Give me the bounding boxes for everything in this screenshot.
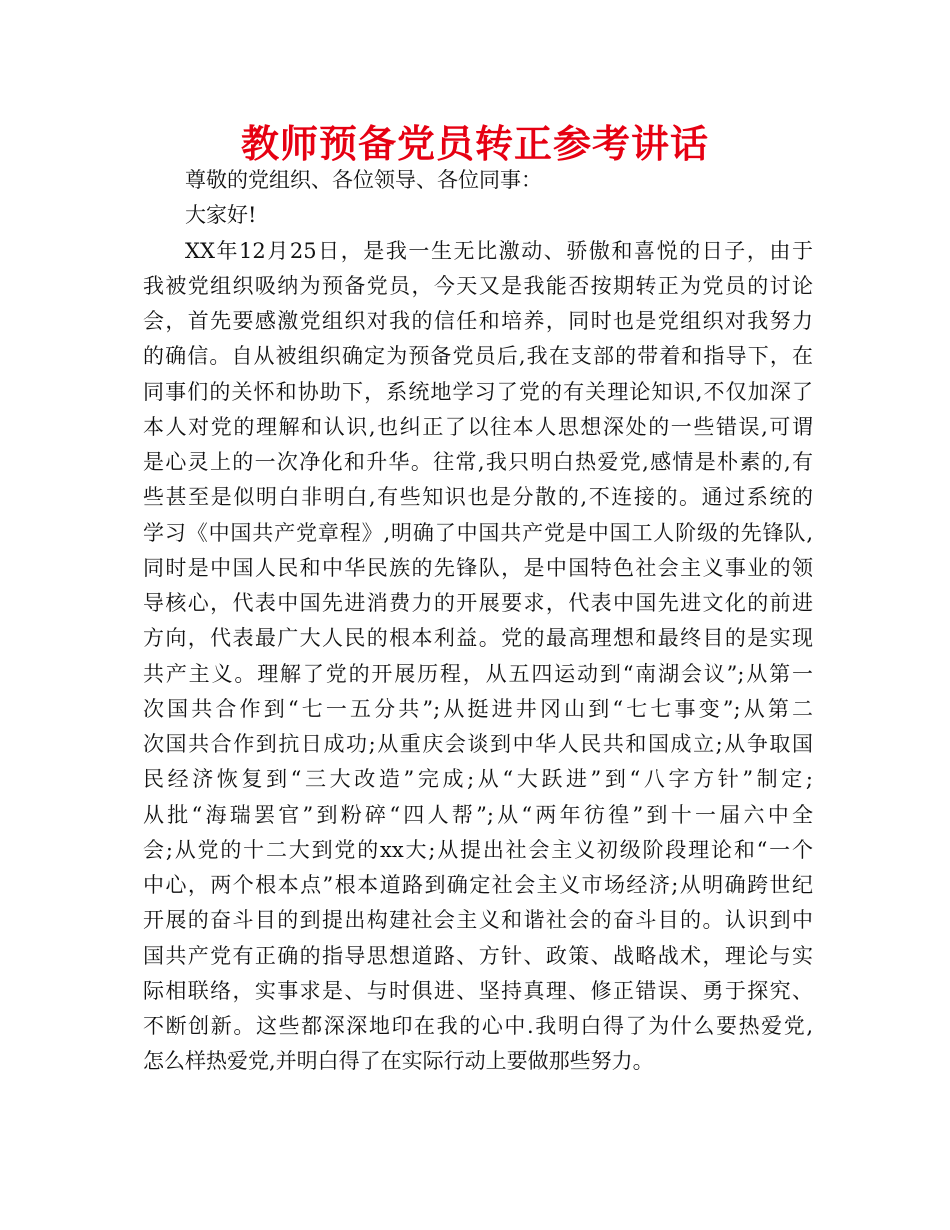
greeting-line: 大家好!: [185, 203, 257, 228]
paragraph-line: 本人对党的理解和认识,也纠正了以往本人思想深处的一些错误,可谓: [143, 414, 813, 439]
paragraph-line: 次国共合作到“七一五分共”;从挺进井冈山到“七七事变”;从第二: [143, 696, 813, 721]
paragraph-line: 国共产党有正确的指导思想道路、方针、政策、战略战术，理论与实: [143, 943, 813, 968]
document-body: [143, 163, 813, 1080]
paragraph-line: 学习《中国共产党章程》,明确了中国共产党是中国工人阶级的先锋队,: [143, 520, 813, 545]
paragraph-line: 不断创新。这些都深深地印在我的心中.我明白得了为什么要热爱党,: [143, 1014, 813, 1038]
paragraph-line: 些甚至是似明白非明白,有些知识也是分散的,不连接的。通过系统的: [143, 485, 813, 510]
paragraph-line: 会;从党的十二大到党的xx大;从提出社会主义初级阶段理论和“一个: [143, 837, 813, 862]
paragraph-line: 是心灵上的一次净化和升华。往常,我只明白热爱党,感情是朴素的,有: [143, 450, 813, 474]
paragraph-line: 导核心，代表中国先进消费力的开展要求，代表中国先进文化的前进: [143, 591, 813, 615]
paragraph-line: 中心，两个根本点”根本道路到确定社会主义市场经济;从明确跨世纪: [143, 873, 813, 897]
paragraph-line: 同事们的关怀和协助下，系统地学习了党的有关理论知识,不仅加深了: [143, 379, 813, 404]
paragraph-line: 会，首先要感激党组织对我的信任和培养，同时也是党组织对我努力: [143, 309, 813, 333]
paragraph-line: 同时是中国人民和中华民族的先锋队，是中国特色社会主义事业的领: [143, 555, 813, 580]
paragraph-line: 从批“海瑞罢官”到粉碎“四人帮”;从“两年彷徨”到十一届六中全: [143, 802, 813, 827]
paragraph-line: 共产主义。理解了党的开展历程，从五四运动到“南湖会议”;从第一: [143, 661, 813, 686]
paragraph-line: 开展的奋斗目的到提出构建社会主义和谐社会的奋斗目的。认识到中: [143, 908, 813, 933]
paragraph-line: 次国共合作到抗日成功;从重庆会谈到中华人民共和国成立;从争取国: [143, 732, 813, 756]
paragraph-line: 方向，代表最广大人民的根本利益。党的最高理想和最终目的是实现: [143, 626, 813, 651]
paragraph-line: 的确信。自从被组织确定为预备党员后,我在支部的带着和指导下，在: [143, 344, 813, 369]
paragraph-line: 际相联络，实事求是、与时俱进、坚持真理、修正错误、勇于探究、: [143, 978, 813, 1003]
paragraph-last-line: 怎么样热爱党,并明白得了在实际行动上要做那些努力。: [143, 1049, 654, 1074]
paragraph-line: 我被党组织吸纳为预备党员，今天又是我能否按期转正为党员的讨论: [143, 273, 813, 298]
paragraph-line: XX年12月25日，是我一生无比激动、骄傲和喜悦的日子，由于: [185, 238, 813, 263]
salutation-line: 尊敬的党组织、各位领导、各位同事：: [185, 168, 542, 192]
paragraph-line: 民经济恢复到“三大改造”完成;从“大跃进”到“八字方针”制定;: [143, 767, 813, 792]
document-title: 教师预备党员转正参考讲话: [240, 122, 709, 166]
